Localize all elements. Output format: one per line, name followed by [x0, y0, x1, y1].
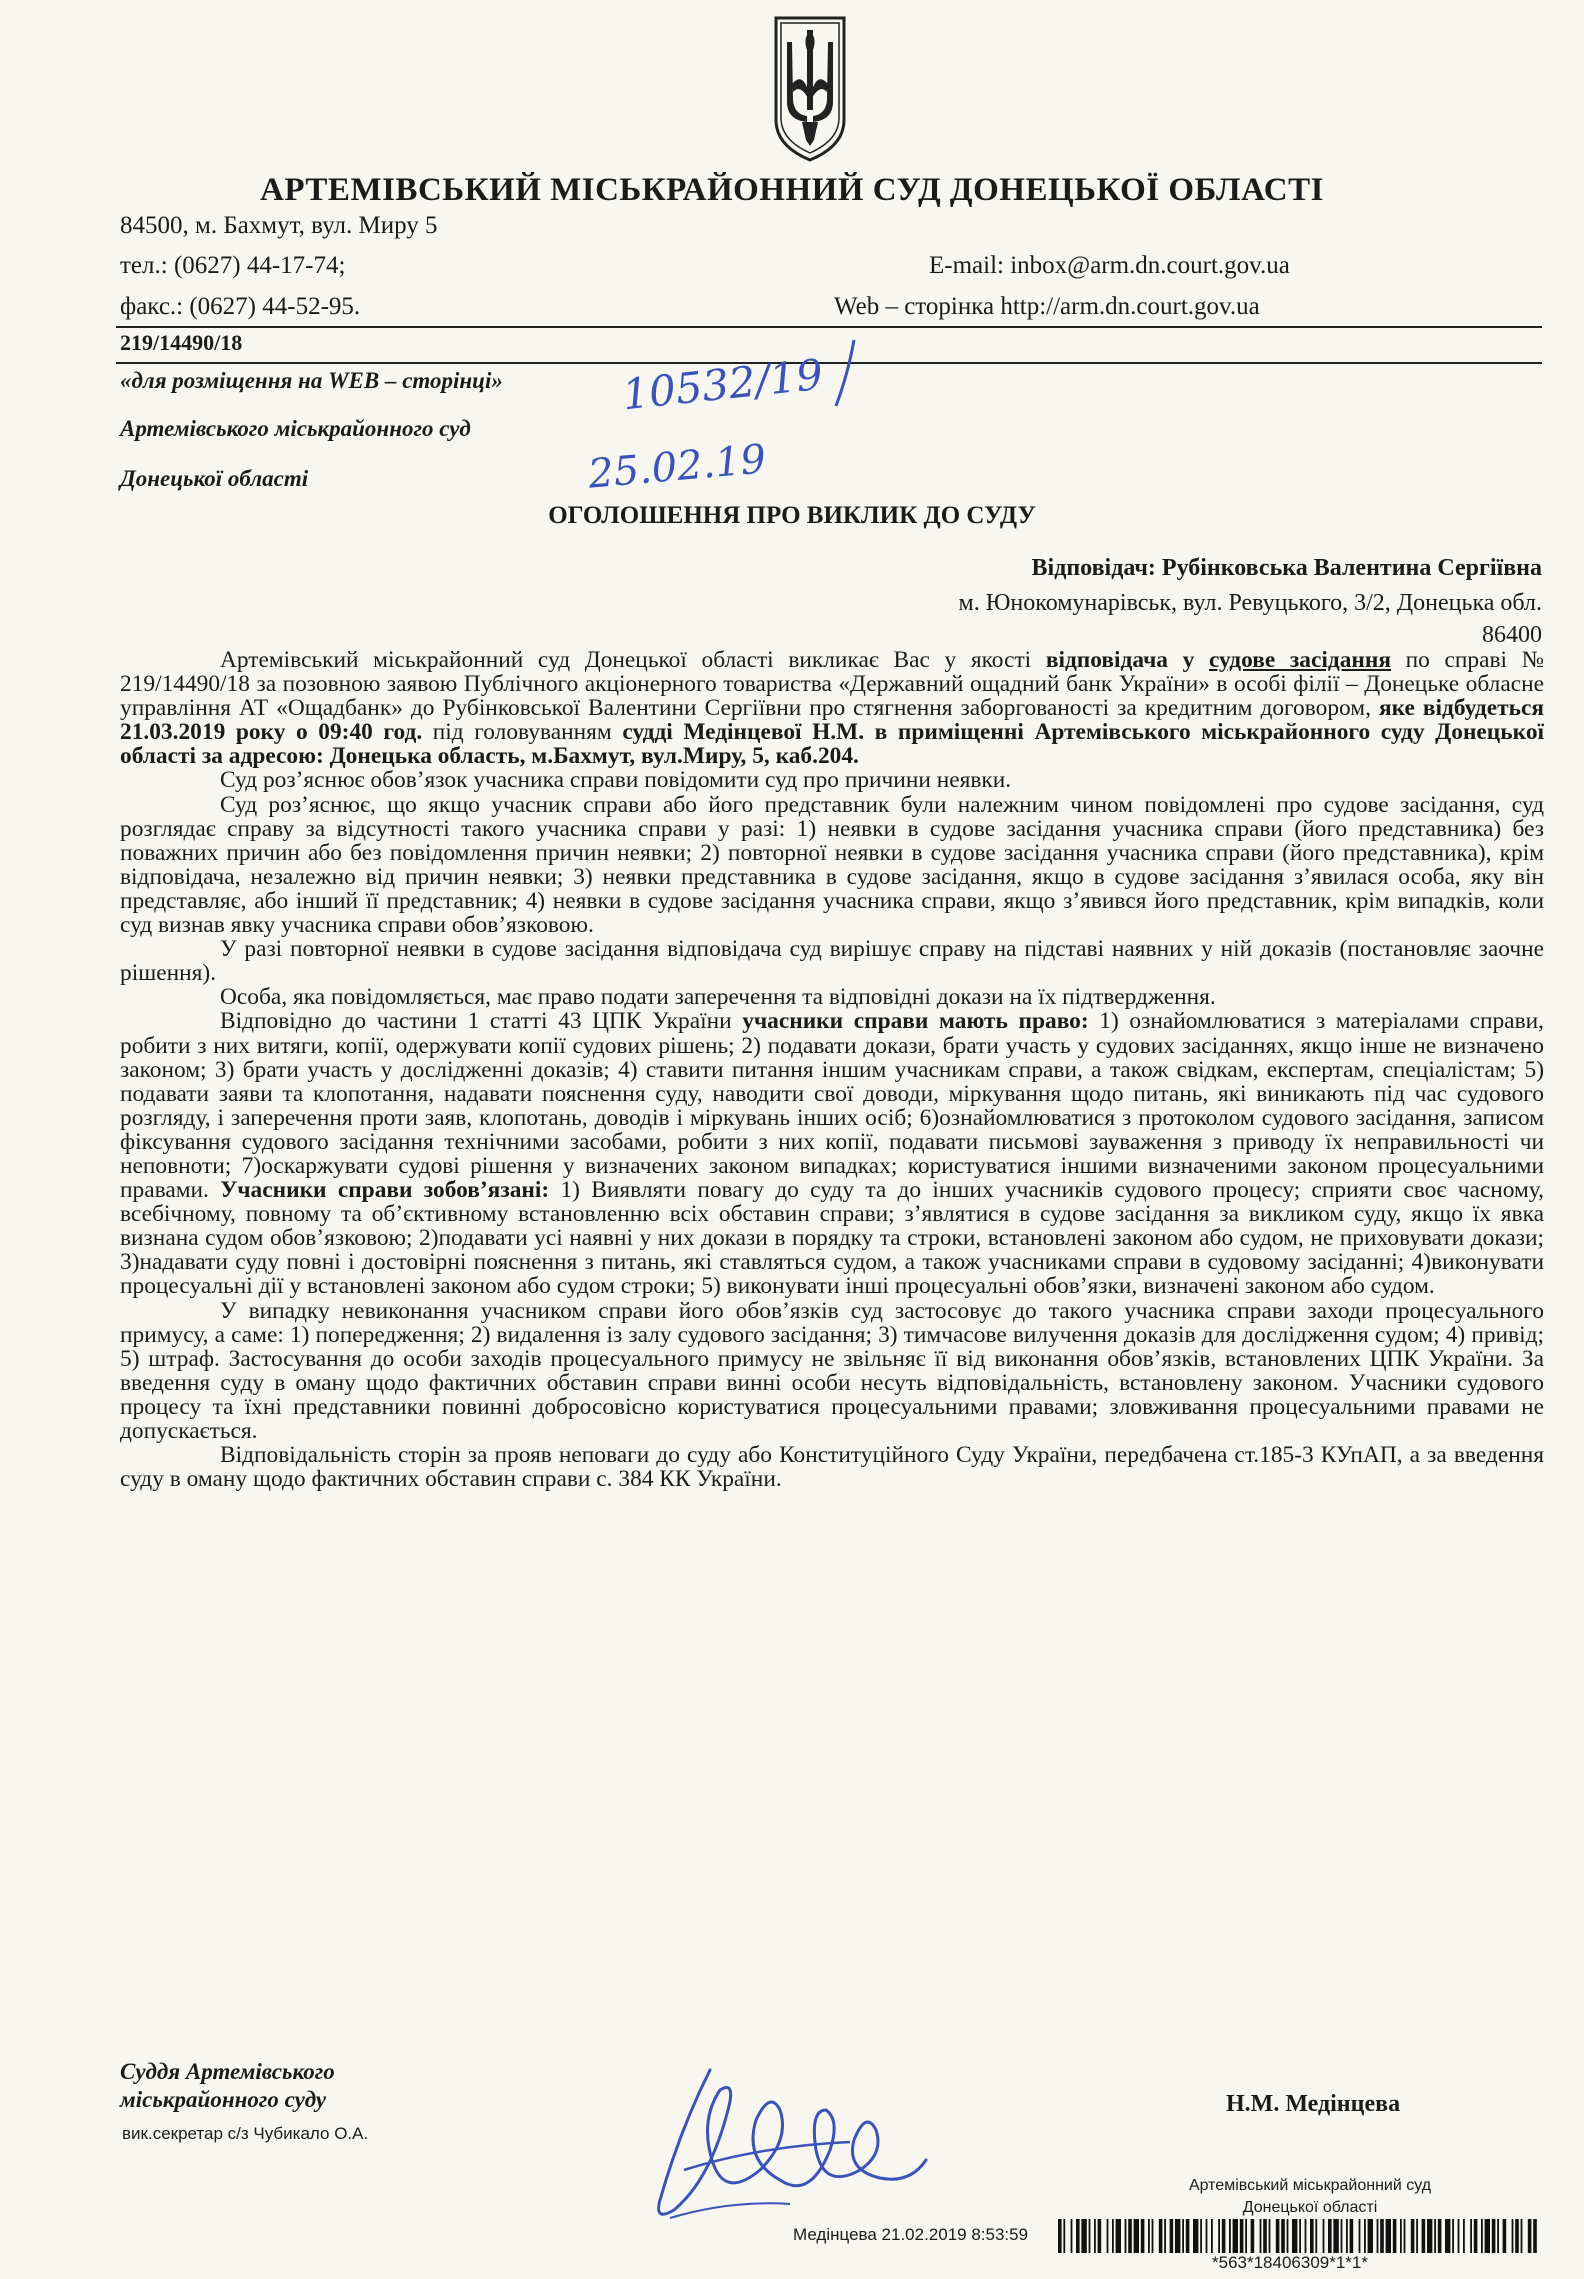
handwritten-reg-number: 10532/19 [619, 349, 826, 420]
respondent-name: Рубінковська Валентина Сергіївна [1161, 555, 1542, 581]
respondent-address: м. Юнокомунарівськ, вул. Ревуцького, 3/2, Донецька обл. [958, 590, 1542, 616]
footer-court-line-2: Донецької області [1242, 2199, 1378, 2216]
handwritten-reg-date: 25.02.19 [586, 436, 768, 498]
recipient-line-1: Артемівського міськрайонного суд [120, 416, 471, 441]
notice-body [120, 648, 1544, 1491]
court-address: 84500, м. Бахмут, вул. Миру 5 [120, 212, 438, 239]
announcement-title: ОГОЛОШЕННЯ ПРО ВИКЛИК ДО СУДУ [548, 502, 1036, 529]
paragraph-absence-duty: Суд роз’яснює обов’язок учасника справи повідомити суд про причини неявки. [220, 767, 1012, 794]
recipient-line-2: Донецької області [120, 466, 309, 491]
court-email: E-mail: inbox@arm.dn.court.gov.ua [929, 252, 1290, 279]
court-website: Web – сторінка http://arm.dn.court.gov.ua [834, 293, 1260, 320]
court-fax: факс.: (0627) 44-52-95. [120, 293, 361, 320]
paragraph-summons: Артемівський міськрайонний суд Донецької області викликає Вас у якості відповідача у судове засідання по справі № 219/14490/18 за позовною заявою Публічного акціонерного товариства «Державний ощадний банк України» в особі філії – Донецьке обласне управління АТ «Ощадбанк» до Рубінковської Валентини Сергіївни про стягнення заборгованості за кредитним договором, яке відбудеться 21.03.2019 року о 09:40 год. під головуванням судді Медінцевої Н.М. в приміщенні Артемівського міськрайонного суду Донецької області за адресою: Донецька область, м.Бахмут, вул.Миру, 5, каб.204. [120, 647, 1545, 770]
case-number: 219/14490/18 [120, 330, 243, 355]
footer-court-stamp [1160, 2175, 1460, 2219]
footer-sign-date: Медінцева 21.02.2019 8:53:59 [793, 2225, 1029, 2244]
handwritten-signature [640, 2050, 940, 2230]
paragraph-liability: Відповідальність сторін за прояв неповаги до суду або Конституційного Суду України, передбачена ст.185-3 КУпАП, а за введення суду в оману щодо фактичних обставин справи с. 384 КК України. [120, 1442, 1544, 1493]
judge-title-line-2: міськрайонного суду [120, 2087, 327, 2112]
footer-court-line-1: Артемівський міськрайонний суд [1188, 2177, 1432, 2194]
respondent-postcode: 86400 [1482, 622, 1542, 648]
paragraph-coercion: У випадку невиконання учасником справи його обов’язків суд застосовує до такого учасника справи заходи процесуального примусу, а саме: 1) попередження; 2) видалення із залу судового засідання; 3) тимчасове вилучення доказів для дослідження судом; 4) привід; 5) штраф. Застосування до особи заходів процесуального примусу не звільняє її від виконання обов’язків, встановлених ЦПК України. За введення суду в оману щодо фактичних обставин справи винні особи несуть відповідальність, встановлену законом. Учасники судового процесу та їхні представники повинні добросовісно користуватися процесуальними правами; зловживання процесуальними правами не допускається. [120, 1297, 1544, 1444]
respondent-line [1032, 555, 1542, 582]
barcode-text: *563*18406309*1*1* [1212, 2253, 1368, 2272]
judge-title [120, 2058, 335, 2114]
respondent-label: Відповідач: [1031, 555, 1156, 581]
web-note: «для розміщення на WEB – сторінці» [120, 368, 503, 393]
court-name: АРТЕМІВСЬКИЙ МІСЬКРАЙОННИЙ СУД ДОНЕЦЬКОЇ ОБЛАСТІ [260, 172, 1324, 208]
paragraph-default-judgment: У разі повторної неявки в судове засідання відповідача суд вирішує справу на підставі наявних у ній доказів (постановляє заочне рішення). [120, 936, 1544, 987]
court-phone: тел.: (0627) 44-17-74; [120, 252, 346, 279]
secretary-note: вик.секретар с/з Чубикало О.А. [122, 2124, 369, 2143]
paragraph-rights-duties: Відповідно до частини 1 статті 43 ЦПК України учасники справи мають право: 1) ознайомлюватися з матеріалами справи, робити з них витяги, копії, одержувати копії судових рішень; 2) подавати докази, брати участь у судових засіданнях, якщо інше не визначено законом; 3) брати участь у дослідженні доказів; 4) ставити питання іншим учасникам справи, а також свідкам, експертам, спеціалістам; 5) подавати заяви та клопотання, надавати пояснення суду, наводити свої доводи, міркування щодо питань, які виникають під час судового розгляду, і заперечення проти заяв, клопотань, доводів і міркувань інших осіб; 6)ознайомлюватися з протоколом судового засідання, записом фіксування судового засідання технічними засобами, робити з них копії, подавати письмові зауваження з приводу їх неправильності чи неповноти; 7)оскаржувати судові рішення у визначених законом випадках; користуватися іншими визначеними законом процесуальними правами. Учасники справи зобов’язані: 1) Виявляти повагу до суду та до інших учасників судового процесу; сприяти своє часному, всебічному, повному та об’єктивному встановленню всіх обставин справи; з’являтися в судове засідання за викликом суду, якщо їх явка визнана судом обов’язковою; 2)подавати усі наявні у них докази в порядку та строки, встановлені законом або судом, не приховувати докази; 3)надавати суду повні і достовірні пояснення з питань, які ставляться судом, а також учасниками справи в судовому засіданні; 4)виконувати процесуальні дії у встановлені законом або судом строки; 5) виконувати інші процесуальні обов’язки, визначені законом або судом. [120, 1008, 1544, 1300]
paragraph-absence-rules: Суд роз’яснює, що якщо учасник справи або його представник були належним чином повідомлені про судове засідання, суд розглядає справу за відсутності такого учасника справи у разі: 1) неявки в судове засідання учасника справи (його представника) без поважних причин або без повідомлення причин неявки; 2) повторної неявки в судове засідання учасника справи (його представника), крім відповідача, незалежно від причин неявки; 3) неявки представника в судове засідання, якщо в судове засідання з’явилася особа, яку він представляє, або інший її представник; 4) неявки в судове засідання учасника справи, якщо з’явився його представник, крім випадків, коли суд визнав явку учасника справи обов’язковою. [120, 791, 1544, 939]
barcode-icon [1058, 2219, 1538, 2253]
header-divider-top [116, 326, 1542, 328]
judge-name: Н.М. Медінцева [1226, 2091, 1401, 2117]
judge-title-line-1: Суддя Артемівського [120, 2059, 335, 2084]
header-divider-bottom [116, 362, 1542, 364]
paragraph-objection-right: Особа, яка повідомляється, має право подати заперечення та відповідні докази на їх підтвердження. [220, 984, 1216, 1011]
handwritten-slash-mark [830, 338, 860, 408]
coat-of-arms-icon [772, 12, 848, 164]
